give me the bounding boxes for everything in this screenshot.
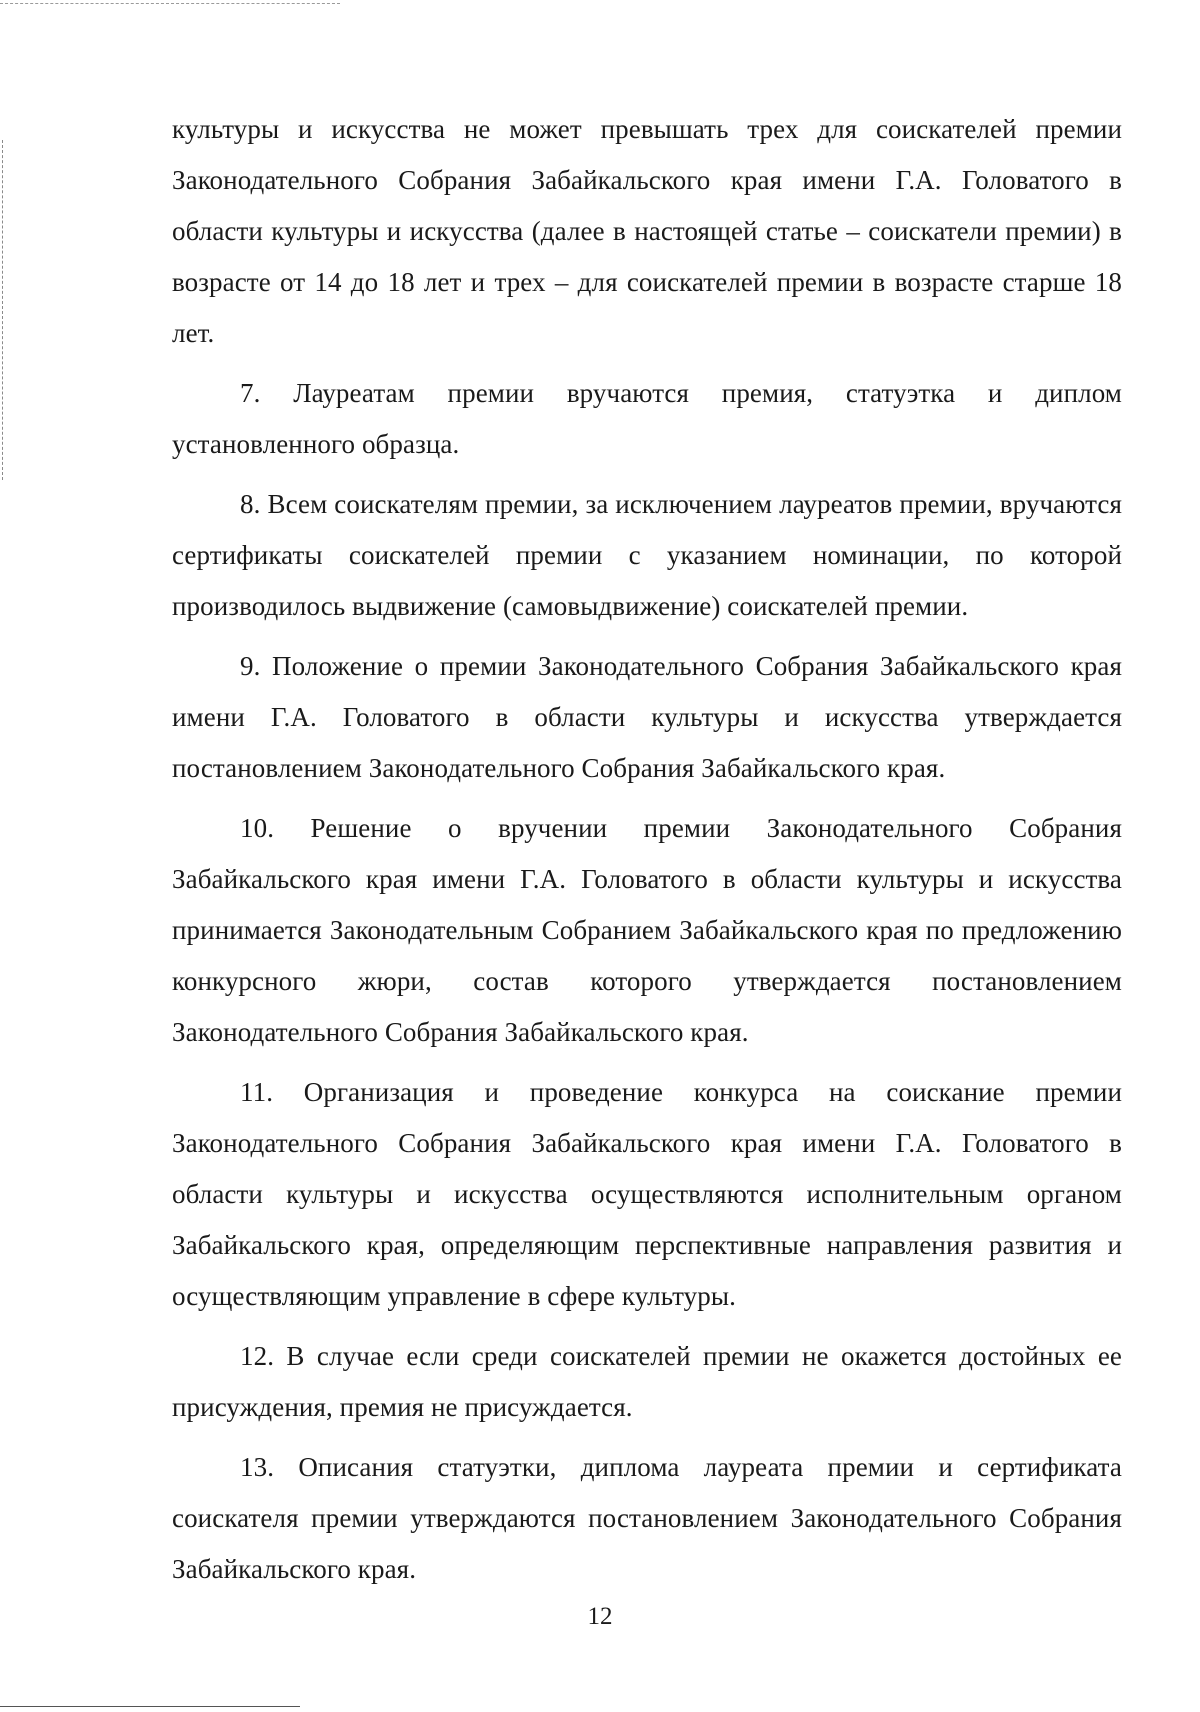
- paragraph-8: 8. Всем соискателям премии, за исключением лауреатов премии, вручаются сертификаты соискателей премии с указанием номинации, по которой производилось выдвижение (самовыдвижение) соискателей премии.: [172, 489, 1122, 621]
- page-number: 12: [587, 1603, 613, 1630]
- paragraph-9: 9. Положение о премии Законодательного Собрания Забайкальского края имени Г.А. Головатого в области культуры и искусства утверждается постановлением Законодательного Собрания Забайкальского края.: [172, 651, 1122, 783]
- scan-artifact-bottom: [0, 1706, 300, 1708]
- scan-artifact-left: [2, 140, 4, 480]
- paragraph-11: 11. Организация и проведение конкурса на соискание премии Законодательного Собрания Забайкальского края имени Г.А. Головатого в области культуры и искусства осуществляются исполнительным органом Забайкальского края, определяющим перспективные направления развития и осуществляющим управление в сфере культуры.: [172, 1077, 1122, 1311]
- paragraph-10: 10. Решение о вручении премии Законодательного Собрания Забайкальского края имени Г.А. Головатого в области культуры и искусства принимается Законодательным Собранием Забайкальского края по предложению конкурсного жюри, состав которого утверждается постановлением Законодательного Собрания Забайкальского края.: [172, 813, 1122, 1047]
- paragraph-12: 12. В случае если среди соискателей премии не окажется достойных ее присуждения, премия не присуждается.: [172, 1341, 1122, 1422]
- paragraph-7: 7. Лауреатам премии вручаются премия, статуэтка и диплом установленного образца.: [172, 378, 1122, 459]
- scan-artifact-top: [0, 3, 340, 5]
- paragraph-continuation: культуры и искусства не может превышать трех для соискателей премии Законодательного Собрания Забайкальского края имени Г.А. Головатого в области культуры и искусства (далее в настоящей статье – соискатели премии) в возрасте от 14 до 18 лет и трех – для соискателей премии в возрасте старше 18 лет.: [172, 114, 1122, 348]
- paragraph-13: 13. Описания статуэтки, диплома лауреата премии и сертификата соискателя премии утверждаются постановлением Законодательного Собрания Забайкальского края.: [172, 1452, 1122, 1584]
- body-text: [172, 104, 1122, 1604]
